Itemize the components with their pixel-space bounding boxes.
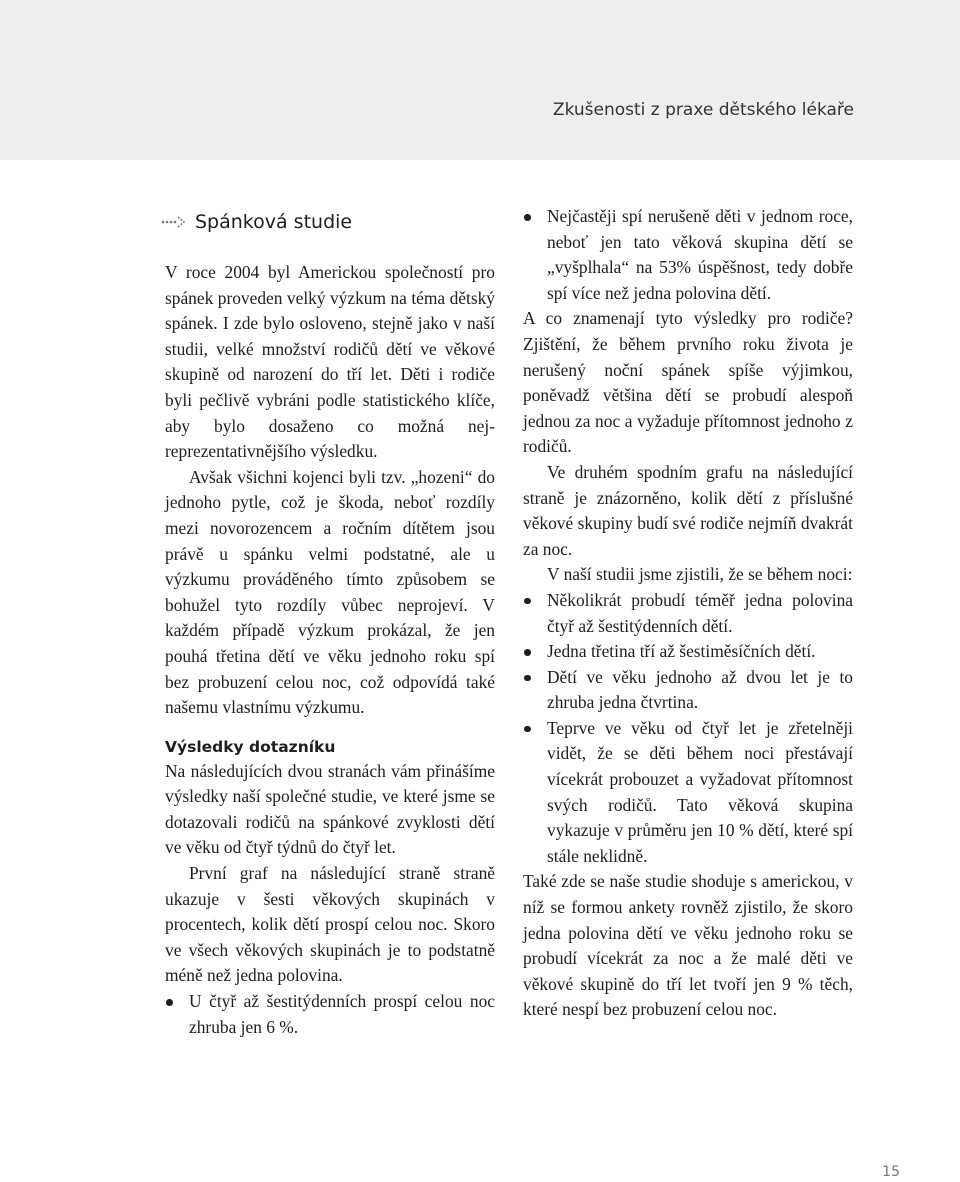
- body-paragraph: První graf na následující straně straně ukazuje v šesti věkových skupinách v procentech, kolik dětí prospí celou noc. Skoro ve všech věkových skupinách je to podstatně méně než jedna polovina.: [165, 863, 495, 986]
- body-paragraph: A co znamenají tyto výsledky pro rodiče? Zjištění, že během prvního roku života je nerušený noční spánek spíše výjimkou, poněvadž většina dětí se probudí alespoň jednou za noc a vyžaduje přítomnost jednoho z rodičů.: [523, 308, 853, 457]
- list-item: Nejčastěji spí nerušeně děti v jednom roce, neboť jen tato věková skupina dětí se „vyšplhala“ na 53% úspěšnost, tedy dobře spí více než jedna polovina dětí.: [523, 204, 853, 306]
- list-item: U čtyř až šestitýdenních prospí celou noc zhruba jen 6 %.: [165, 989, 495, 1040]
- left-column: [165, 204, 495, 1040]
- bullet-icon: [166, 999, 173, 1006]
- bullet-icon: [524, 598, 531, 605]
- bullet-icon: [524, 649, 531, 656]
- bullet-list: [523, 588, 853, 870]
- body-paragraph: V roce 2004 byl Americkou společností pro spánek proveden velký výzkum na téma dětský spánek. I zde bylo osloveno, stejně jako v naší studii, velké množství rodičů dětí ve věkové skupině od narození do tří let. Děti i rodiče byli pečlivě vybráni podle statistického klíče, aby bylo dosaženo co možná nejreprezentativnějšího výsledku.: [165, 262, 495, 462]
- list-item: Několikrát probudí téměř jedna polovina čtyř až šestitýdenních dětí.: [523, 588, 853, 639]
- page-number: 15: [882, 1164, 900, 1180]
- section-heading-text: Spánková studie: [195, 211, 353, 233]
- bullet-icon: [524, 675, 531, 682]
- bullet-icon: [524, 214, 531, 221]
- list-item: Dětí ve věku jednoho až dvou let je to zhruba jedna čtvrtina.: [523, 665, 853, 716]
- body-paragraph: Také zde se naše studie shoduje s americkou, v níž se formou ankety rovněž zjistilo, že skoro jedna polovina dětí ve věku jednoho roku se probudí vícekrát za noc a že malé děti ve věkové skupině do tří let tvoří jen 9 % těch, které nespí bez probuzení celou noc.: [523, 871, 853, 1020]
- list-item: Jedna třetina tří až šestiměsíčních dětí.: [523, 639, 853, 665]
- right-column: [523, 204, 853, 1023]
- body-paragraph: V naší studii jsme zjistili, že se během noci:: [547, 564, 853, 585]
- bullet-icon: [524, 726, 531, 733]
- body-paragraph: Ve druhém spodním grafu na následující straně je znázorněno, kolik dětí z příslušné věkové skupiny budí své rodiče nejmíň dvakrát za noc.: [523, 461, 853, 559]
- running-header-title: Zkušenosti z praxe dětského lékaře: [552, 100, 854, 120]
- list-item: Teprve ve věku od čtyř let je zřetelněji vidět, že se děti během noci přestávají vícekrát probouzet a vyžadovat přítomnost svých rodičů. Tato věková skupina vykazuje v průměru jen 10 % dětí, které spí stále neklidně.: [523, 716, 853, 870]
- bullet-list: [165, 989, 495, 1040]
- bullet-list: [523, 204, 853, 306]
- dotted-arrow-icon: [161, 215, 187, 229]
- body-paragraph: Avšak všichni kojenci byli tzv. „hozeni“ do jednoho pytle, což je škoda, neboť rozdíly mezi novorozencem a ročním dítětem jsou právě u spánku velmi podstatné, ale u výzkumu prováděného tímto způsobem se bohužel tyto rozdíly vůbec neprojeví. V každém případě výzkum prokázal, že jen pouhá třetina dětí ve věku jednoho roku spí bez probuzení celou noc, což odpovídá také našemu vlastnímu výzkumu.: [165, 466, 495, 718]
- header-band: [0, 0, 960, 160]
- section-heading: [165, 204, 495, 240]
- subsection-heading: Výsledky dotazníku: [165, 737, 336, 756]
- body-paragraph: Na následujících dvou stranách vám přinášíme výsledky naší společné studie, ve které jsme se dotazovali rodičů na spánkové zvyklosti dětí ve věku od čtyř týdnů do čtyř let.: [165, 760, 495, 858]
